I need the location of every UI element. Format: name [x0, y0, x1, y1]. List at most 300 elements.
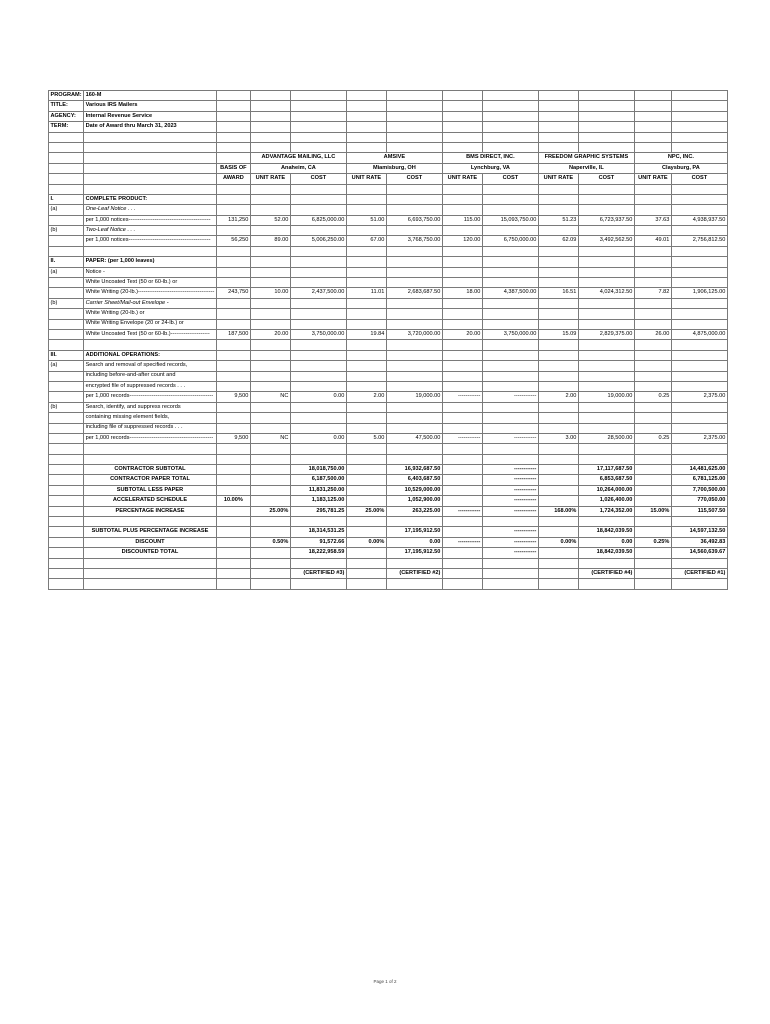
unit-rate-cell	[442, 381, 482, 391]
cost-cell: 1,906,125.00	[671, 288, 727, 298]
unit-rate-cell	[250, 205, 290, 215]
empty-cell	[482, 454, 538, 464]
empty-cell	[49, 496, 84, 506]
unit-rate-cell: 62.09	[538, 236, 578, 246]
table-row	[49, 288, 728, 298]
empty-cell	[49, 444, 84, 454]
unit-rate-cell: ------------	[442, 537, 482, 547]
cost-cell	[671, 257, 727, 267]
total-row	[49, 496, 728, 506]
unit-rate-cell: 89.00	[250, 236, 290, 246]
empty-cell	[538, 558, 578, 568]
cost-cell: 3,720,000.00	[386, 329, 442, 339]
empty-cell	[386, 454, 442, 464]
blank-row	[49, 579, 728, 589]
basis-of-award	[216, 298, 250, 308]
cost-cell: 7,700,500.00	[671, 485, 727, 495]
contractor-location-row	[49, 163, 728, 173]
item-number: (b)	[49, 226, 84, 236]
item-description: Carrier Sheet/Mail-out Envelope -	[84, 298, 217, 308]
empty-cell	[386, 340, 442, 350]
cost-cell: ------------	[482, 506, 538, 516]
empty-cell	[290, 454, 346, 464]
item-description: Search and removal of specified records,	[84, 361, 217, 371]
empty-cell	[49, 579, 84, 589]
term-label: TERM:	[49, 122, 84, 132]
empty-cell	[346, 444, 386, 454]
term-value: Date of Award thru March 31, 2023	[84, 122, 217, 132]
unit-rate-cell	[634, 350, 671, 360]
empty-cell	[578, 246, 634, 256]
cost-cell	[290, 423, 346, 433]
item-description: White Writing Envelope (20 or 24-lb.) or	[84, 319, 217, 329]
item-number	[49, 288, 84, 298]
empty-cell	[290, 340, 346, 350]
unit-rate-cell	[346, 381, 386, 391]
cost-cell	[671, 319, 727, 329]
agency-label: AGENCY:	[49, 111, 84, 121]
cost-cell: 2,683,687.50	[386, 288, 442, 298]
unit-rate-cell	[346, 226, 386, 236]
empty-cell	[216, 184, 250, 194]
unit-rate-cell	[634, 298, 671, 308]
item-number: (a)	[49, 361, 84, 371]
cost-header: COST	[482, 174, 538, 184]
unit-rate-cell	[442, 548, 482, 558]
unit-rate-cell	[538, 465, 578, 475]
unit-rate-cell	[346, 465, 386, 475]
cost-cell	[671, 194, 727, 204]
empty-cell	[290, 184, 346, 194]
total-row	[49, 568, 728, 578]
total-row	[49, 527, 728, 537]
empty-cell	[442, 454, 482, 464]
unit-rate-cell: 0.25	[634, 392, 671, 402]
total-label: PERCENTAGE INCREASE	[84, 506, 217, 516]
contractor-location: Lynchburg, VA	[442, 163, 538, 173]
unit-rate-cell: 37.63	[634, 215, 671, 225]
empty-cell	[538, 340, 578, 350]
unit-rate-cell	[538, 205, 578, 215]
unit-rate-cell	[250, 568, 290, 578]
unit-rate-cell	[442, 465, 482, 475]
empty-cell	[49, 465, 84, 475]
cost-cell	[578, 402, 634, 412]
unit-rate-cell	[250, 371, 290, 381]
unit-rate-cell	[442, 527, 482, 537]
unit-rate-cell	[250, 319, 290, 329]
cost-cell: 14,481,625.00	[671, 465, 727, 475]
unit-rate-cell	[442, 413, 482, 423]
unit-rate-cell	[346, 278, 386, 288]
item-number	[49, 371, 84, 381]
cost-cell: ------------	[482, 392, 538, 402]
blank-row	[49, 184, 728, 194]
item-number	[49, 309, 84, 319]
empty-cell	[538, 444, 578, 454]
empty-cell	[216, 246, 250, 256]
cost-cell	[578, 371, 634, 381]
desc-row	[49, 423, 728, 433]
empty-cell	[216, 340, 250, 350]
cost-cell	[482, 423, 538, 433]
blank-row	[49, 444, 728, 454]
cost-cell: 0.00	[386, 537, 442, 547]
cost-cell	[290, 402, 346, 412]
empty-cell	[386, 444, 442, 454]
item-description: per 1,000 records---------------------------------------------	[84, 392, 217, 402]
cost-cell	[482, 319, 538, 329]
basis-of-award	[216, 548, 250, 558]
cost-cell	[386, 381, 442, 391]
unit-rate-header: UNIT RATE	[250, 174, 290, 184]
cost-cell: ------------	[482, 475, 538, 485]
unit-rate-cell	[634, 423, 671, 433]
unit-rate-cell: ------------	[442, 433, 482, 443]
cost-cell	[482, 371, 538, 381]
unit-rate-cell	[538, 402, 578, 412]
item-number	[49, 392, 84, 402]
cost-cell	[386, 226, 442, 236]
unit-rate-cell	[634, 402, 671, 412]
unit-rate-cell	[634, 278, 671, 288]
item-description: encrypted file of suppressed records . . .	[84, 381, 217, 391]
empty-cell	[84, 517, 217, 527]
empty-cell	[442, 246, 482, 256]
total-label: DISCOUNT	[84, 537, 217, 547]
cost-cell: (CERTIFIED #1)	[671, 568, 727, 578]
cost-cell: 6,403,687.50	[386, 475, 442, 485]
unit-rate-cell	[538, 381, 578, 391]
empty-cell	[538, 454, 578, 464]
empty-cell	[578, 444, 634, 454]
blank-row	[49, 340, 728, 350]
cost-cell	[386, 205, 442, 215]
cost-cell	[671, 267, 727, 277]
cost-cell	[290, 381, 346, 391]
cost-cell: 10,264,000.00	[578, 485, 634, 495]
cost-cell	[578, 267, 634, 277]
unit-rate-header: UNIT RATE	[538, 174, 578, 184]
unit-rate-cell	[634, 309, 671, 319]
empty-cell	[84, 246, 217, 256]
term-row	[49, 122, 728, 132]
unit-rate-cell	[250, 423, 290, 433]
cost-cell: 6,853,687.50	[578, 475, 634, 485]
empty-cell	[49, 558, 84, 568]
unit-rate-cell: 115.00	[442, 215, 482, 225]
unit-rate-cell	[634, 319, 671, 329]
basis-of-award	[216, 309, 250, 319]
empty-cell	[250, 558, 290, 568]
unit-rate-cell	[250, 298, 290, 308]
empty-cell	[578, 517, 634, 527]
cost-header: COST	[386, 174, 442, 184]
unit-rate-cell	[538, 267, 578, 277]
cost-cell: 17,117,687.50	[578, 465, 634, 475]
cost-cell: 3,750,000.00	[482, 329, 538, 339]
empty-cell	[671, 184, 727, 194]
empty-cell	[216, 444, 250, 454]
cost-cell: 17,195,912.50	[386, 548, 442, 558]
unit-rate-cell	[346, 319, 386, 329]
empty-cell	[538, 579, 578, 589]
empty-cell	[386, 246, 442, 256]
basis-of-award: 187,500	[216, 329, 250, 339]
unit-rate-cell	[346, 298, 386, 308]
cost-cell: 6,825,000.00	[290, 215, 346, 225]
unit-rate-cell: 2.00	[538, 392, 578, 402]
empty-cell	[671, 579, 727, 589]
blank-row	[49, 517, 728, 527]
cost-cell: 0.00	[290, 392, 346, 402]
item-description: per 1,000 records---------------------------------------------	[84, 433, 217, 443]
empty-cell	[250, 579, 290, 589]
empty-cell	[84, 454, 217, 464]
desc-row	[49, 361, 728, 371]
basis-of-award	[216, 205, 250, 215]
cost-cell	[671, 402, 727, 412]
empty-cell	[442, 517, 482, 527]
cost-cell	[482, 267, 538, 277]
cost-cell	[290, 278, 346, 288]
cost-cell: 6,693,750.00	[386, 215, 442, 225]
cost-cell	[671, 309, 727, 319]
unit-rate-cell	[346, 423, 386, 433]
empty-cell	[290, 246, 346, 256]
unit-rate-cell: 168.00%	[538, 506, 578, 516]
empty-cell	[49, 506, 84, 516]
unit-rate-cell	[634, 257, 671, 267]
cost-cell	[290, 205, 346, 215]
cost-cell: 2,829,375.00	[578, 329, 634, 339]
empty-cell	[49, 340, 84, 350]
unit-rate-cell	[538, 278, 578, 288]
total-row	[49, 485, 728, 495]
unit-rate-cell: 49.01	[634, 236, 671, 246]
empty-cell	[250, 340, 290, 350]
empty-cell	[49, 475, 84, 485]
unit-rate-cell: 120.00	[442, 236, 482, 246]
item-number	[49, 278, 84, 288]
empty-cell	[671, 558, 727, 568]
item-number	[49, 413, 84, 423]
item-description: Notice -	[84, 267, 217, 277]
contractor-location: Miamisburg, OH	[346, 163, 442, 173]
unit-rate-cell	[634, 381, 671, 391]
unit-rate-cell: 19.84	[346, 329, 386, 339]
unit-rate-cell: 7.82	[634, 288, 671, 298]
cost-cell	[386, 402, 442, 412]
unit-rate-cell	[442, 371, 482, 381]
empty-cell	[578, 558, 634, 568]
item-description: including file of suppressed records . . .	[84, 423, 217, 433]
empty-cell	[49, 537, 84, 547]
basis-of-award	[216, 402, 250, 412]
unit-rate-cell	[346, 267, 386, 277]
empty-cell	[49, 517, 84, 527]
unit-rate-cell	[634, 194, 671, 204]
unit-rate-cell	[442, 568, 482, 578]
basis-of-award	[216, 257, 250, 267]
unit-rate-cell	[346, 548, 386, 558]
unit-rate-cell: 25.00%	[250, 506, 290, 516]
cost-cell: 14,597,132.50	[671, 527, 727, 537]
basis-of-award: 10.00%	[216, 496, 250, 506]
unit-rate-cell	[538, 257, 578, 267]
cost-cell	[482, 298, 538, 308]
empty-cell	[290, 579, 346, 589]
cost-cell: 4,938,937.50	[671, 215, 727, 225]
cost-cell: 6,187,500.00	[290, 475, 346, 485]
agency-value: Internal Revenue Service	[84, 111, 217, 121]
unit-rate-cell	[250, 548, 290, 558]
cost-cell: 17,195,912.50	[386, 527, 442, 537]
cost-cell: (CERTIFIED #4)	[578, 568, 634, 578]
empty-cell	[250, 444, 290, 454]
item-description: per 1,000 notices--------------------------------------------	[84, 215, 217, 225]
unit-rate-cell	[346, 257, 386, 267]
desc-row	[49, 402, 728, 412]
unit-rate-cell	[442, 423, 482, 433]
cost-cell	[671, 413, 727, 423]
unit-rate-cell: 18.00	[442, 288, 482, 298]
item-description: per 1,000 notices--------------------------------------------	[84, 236, 217, 246]
basis-of-award: 56,250	[216, 236, 250, 246]
empty-cell	[290, 517, 346, 527]
basis-of-award	[216, 568, 250, 578]
desc-row	[49, 278, 728, 288]
cost-cell	[386, 194, 442, 204]
item-number	[49, 433, 84, 443]
item-number	[49, 215, 84, 225]
cost-cell	[482, 381, 538, 391]
cost-cell	[386, 319, 442, 329]
desc-row	[49, 413, 728, 423]
unit-rate-cell	[346, 350, 386, 360]
cost-cell	[482, 226, 538, 236]
award-header: AWARD	[216, 174, 250, 184]
unit-rate-cell: 3.00	[538, 433, 578, 443]
cost-cell: 3,492,562.50	[578, 236, 634, 246]
cost-cell: 0.00	[290, 433, 346, 443]
cost-cell: 1,026,400.00	[578, 496, 634, 506]
item-description: One-Leaf Notice . . .	[84, 205, 217, 215]
cost-cell	[671, 350, 727, 360]
item-description: White Uncoated Text (50 or 60-lb.)---------------------	[84, 329, 217, 339]
empty-cell	[84, 444, 217, 454]
unit-rate-cell: 52.00	[250, 215, 290, 225]
cost-cell	[578, 278, 634, 288]
cost-cell	[290, 267, 346, 277]
unit-rate-cell	[538, 413, 578, 423]
basis-of-award	[216, 226, 250, 236]
empty-cell	[482, 579, 538, 589]
basis-of-award: 9,500	[216, 392, 250, 402]
empty-cell	[386, 517, 442, 527]
cost-cell: 0.00	[578, 537, 634, 547]
basis-of-award	[216, 485, 250, 495]
unit-rate-cell	[538, 548, 578, 558]
cost-cell: 15,093,750.00	[482, 215, 538, 225]
unit-rate-cell	[250, 475, 290, 485]
cost-cell: ------------	[482, 537, 538, 547]
cost-cell: 10,529,000.00	[386, 485, 442, 495]
cost-cell	[578, 413, 634, 423]
item-number	[49, 236, 84, 246]
cost-cell: ------------	[482, 433, 538, 443]
empty-cell	[346, 454, 386, 464]
empty-cell	[250, 184, 290, 194]
cost-cell: 18,842,039.50	[578, 548, 634, 558]
cost-cell	[671, 371, 727, 381]
item-description: White Writing (20-lb.)-----------------------------------------	[84, 288, 217, 298]
unit-rate-cell	[538, 194, 578, 204]
section-row	[49, 194, 728, 204]
unit-rate-cell	[442, 257, 482, 267]
unit-rate-cell: 25.00%	[346, 506, 386, 516]
unit-rate-cell: 67.00	[346, 236, 386, 246]
cost-cell: 6,781,125.00	[671, 475, 727, 485]
unit-rate-cell: 10.00	[250, 288, 290, 298]
cost-cell	[386, 257, 442, 267]
unit-rate-cell	[442, 402, 482, 412]
cost-cell	[578, 350, 634, 360]
unit-rate-cell	[538, 226, 578, 236]
unit-rate-cell	[538, 371, 578, 381]
unit-rate-cell	[442, 350, 482, 360]
cost-cell: 5,006,250.00	[290, 236, 346, 246]
basis-of-award	[216, 423, 250, 433]
desc-row	[49, 267, 728, 277]
unit-rate-cell	[346, 475, 386, 485]
cost-cell	[671, 226, 727, 236]
cost-cell	[290, 257, 346, 267]
unit-rate-cell	[634, 568, 671, 578]
unit-rate-cell	[346, 205, 386, 215]
cost-cell: 1,724,352.00	[578, 506, 634, 516]
empty-cell	[482, 184, 538, 194]
cost-cell	[578, 309, 634, 319]
cost-cell: ------------	[482, 485, 538, 495]
cost-cell	[671, 423, 727, 433]
cost-cell: 11,831,250.00	[290, 485, 346, 495]
empty-cell	[49, 527, 84, 537]
cost-header: COST	[578, 174, 634, 184]
cost-cell	[386, 309, 442, 319]
empty-cell	[346, 517, 386, 527]
total-row	[49, 548, 728, 558]
cost-cell: 770,050.00	[671, 496, 727, 506]
cost-cell	[290, 226, 346, 236]
empty-cell	[386, 558, 442, 568]
cost-cell: 2,375.00	[671, 433, 727, 443]
empty-cell	[578, 454, 634, 464]
contractor-name: NPC, INC.	[634, 153, 727, 163]
cost-cell: 3,750,000.00	[290, 329, 346, 339]
cost-cell	[386, 371, 442, 381]
unit-rate-cell: ------------	[442, 392, 482, 402]
item-description: White Writing (20-lb.) or	[84, 309, 217, 319]
empty-cell	[482, 340, 538, 350]
section-row	[49, 350, 728, 360]
unit-rate-cell: 20.00	[250, 329, 290, 339]
empty-cell	[671, 246, 727, 256]
cost-cell	[290, 350, 346, 360]
empty-cell	[250, 517, 290, 527]
empty-cell	[216, 454, 250, 464]
total-row	[49, 537, 728, 547]
